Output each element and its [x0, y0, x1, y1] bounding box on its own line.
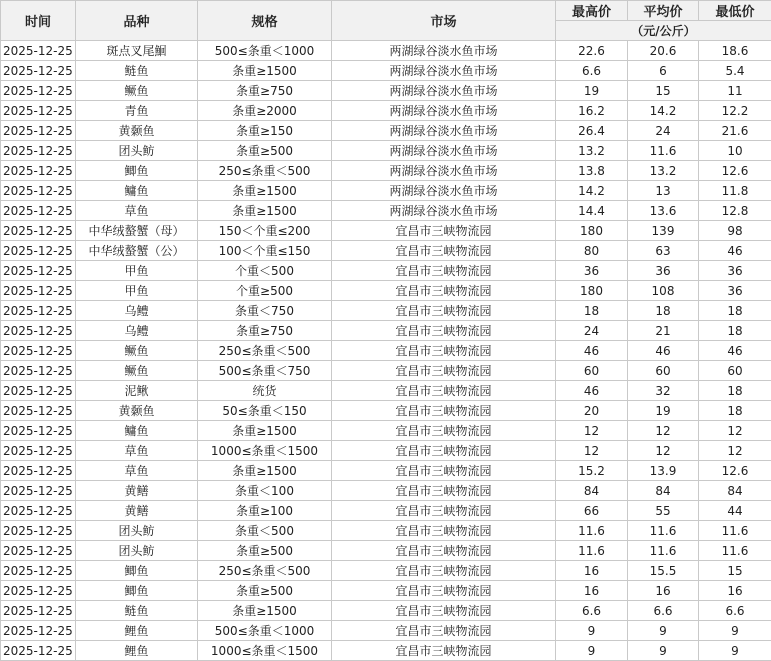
cell-spec: 条重≥2000 — [198, 101, 332, 121]
cell-max-price: 36 — [556, 261, 628, 281]
cell-market: 宜昌市三峡物流园 — [332, 221, 556, 241]
header-avg-price: 平均价 — [628, 1, 699, 21]
cell-avg-price: 13.9 — [628, 461, 699, 481]
cell-max-price: 24 — [556, 321, 628, 341]
cell-max-price: 66 — [556, 501, 628, 521]
cell-market: 宜昌市三峡物流园 — [332, 441, 556, 461]
cell-max-price: 13.2 — [556, 141, 628, 161]
cell-min-price: 11 — [699, 81, 771, 101]
cell-avg-price: 13.2 — [628, 161, 699, 181]
cell-market: 两湖绿谷淡水鱼市场 — [332, 161, 556, 181]
cell-variety: 草鱼 — [76, 201, 198, 221]
cell-market: 宜昌市三峡物流园 — [332, 421, 556, 441]
cell-avg-price: 36 — [628, 261, 699, 281]
cell-variety: 中华绒螯蟹（公） — [76, 241, 198, 261]
header-min-price: 最低价 — [699, 1, 771, 21]
cell-avg-price: 32 — [628, 381, 699, 401]
cell-min-price: 18 — [699, 401, 771, 421]
cell-variety: 黄鳝 — [76, 501, 198, 521]
table-row — [1, 121, 771, 141]
table-header — [1, 1, 771, 41]
cell-date: 2025-12-25 — [1, 581, 76, 601]
cell-date: 2025-12-25 — [1, 301, 76, 321]
table-row — [1, 281, 771, 301]
cell-avg-price: 15 — [628, 81, 699, 101]
cell-market: 两湖绿谷淡水鱼市场 — [332, 141, 556, 161]
cell-avg-price: 12 — [628, 421, 699, 441]
cell-avg-price: 13.6 — [628, 201, 699, 221]
cell-avg-price: 11.6 — [628, 541, 699, 561]
cell-variety: 鲫鱼 — [76, 161, 198, 181]
cell-market: 两湖绿谷淡水鱼市场 — [332, 101, 556, 121]
cell-spec: 100＜个重≤150 — [198, 241, 332, 261]
cell-market: 宜昌市三峡物流园 — [332, 241, 556, 261]
header-price-unit: （元/公斤） — [556, 21, 771, 41]
cell-avg-price: 55 — [628, 501, 699, 521]
table-row — [1, 301, 771, 321]
cell-variety: 草鱼 — [76, 461, 198, 481]
cell-avg-price: 46 — [628, 341, 699, 361]
cell-min-price: 18 — [699, 381, 771, 401]
cell-min-price: 12.6 — [699, 161, 771, 181]
cell-date: 2025-12-25 — [1, 501, 76, 521]
cell-min-price: 44 — [699, 501, 771, 521]
cell-spec: 条重≥1500 — [198, 61, 332, 81]
cell-variety: 鳜鱼 — [76, 361, 198, 381]
cell-avg-price: 14.2 — [628, 101, 699, 121]
cell-min-price: 12 — [699, 441, 771, 461]
table-row — [1, 461, 771, 481]
cell-spec: 条重≥1500 — [198, 601, 332, 621]
cell-avg-price: 60 — [628, 361, 699, 381]
cell-min-price: 6.6 — [699, 601, 771, 621]
cell-variety: 泥鳅 — [76, 381, 198, 401]
cell-max-price: 14.4 — [556, 201, 628, 221]
cell-max-price: 180 — [556, 281, 628, 301]
cell-date: 2025-12-25 — [1, 621, 76, 641]
cell-max-price: 60 — [556, 361, 628, 381]
table-row — [1, 41, 771, 61]
cell-date: 2025-12-25 — [1, 361, 76, 381]
cell-variety: 团头鲂 — [76, 541, 198, 561]
cell-max-price: 14.2 — [556, 181, 628, 201]
cell-variety: 甲鱼 — [76, 281, 198, 301]
cell-max-price: 16 — [556, 561, 628, 581]
cell-market: 宜昌市三峡物流园 — [332, 341, 556, 361]
cell-min-price: 36 — [699, 281, 771, 301]
cell-variety: 鲢鱼 — [76, 61, 198, 81]
cell-variety: 鲤鱼 — [76, 621, 198, 641]
cell-max-price: 80 — [556, 241, 628, 261]
cell-date: 2025-12-25 — [1, 121, 76, 141]
table-row — [1, 481, 771, 501]
cell-date: 2025-12-25 — [1, 261, 76, 281]
cell-max-price: 6.6 — [556, 601, 628, 621]
cell-avg-price: 24 — [628, 121, 699, 141]
cell-min-price: 10 — [699, 141, 771, 161]
cell-spec: 条重≥100 — [198, 501, 332, 521]
cell-date: 2025-12-25 — [1, 321, 76, 341]
cell-market: 两湖绿谷淡水鱼市场 — [332, 121, 556, 141]
cell-spec: 条重≥500 — [198, 141, 332, 161]
cell-date: 2025-12-25 — [1, 521, 76, 541]
cell-spec: 500≤条重＜1000 — [198, 621, 332, 641]
cell-avg-price: 139 — [628, 221, 699, 241]
cell-spec: 条重＜750 — [198, 301, 332, 321]
cell-max-price: 15.2 — [556, 461, 628, 481]
table-row — [1, 241, 771, 261]
cell-spec: 个重≥500 — [198, 281, 332, 301]
cell-min-price: 12.6 — [699, 461, 771, 481]
cell-avg-price: 18 — [628, 301, 699, 321]
cell-date: 2025-12-25 — [1, 561, 76, 581]
cell-max-price: 46 — [556, 381, 628, 401]
cell-spec: 个重＜500 — [198, 261, 332, 281]
cell-date: 2025-12-25 — [1, 241, 76, 261]
cell-max-price: 12 — [556, 421, 628, 441]
cell-min-price: 60 — [699, 361, 771, 381]
cell-min-price: 12 — [699, 421, 771, 441]
cell-spec: 条重≥750 — [198, 81, 332, 101]
cell-spec: 条重≥500 — [198, 581, 332, 601]
cell-spec: 条重≥500 — [198, 541, 332, 561]
cell-min-price: 98 — [699, 221, 771, 241]
cell-variety: 鲢鱼 — [76, 601, 198, 621]
cell-market: 宜昌市三峡物流园 — [332, 501, 556, 521]
header-spec: 规格 — [198, 1, 332, 41]
cell-market: 宜昌市三峡物流园 — [332, 401, 556, 421]
cell-min-price: 84 — [699, 481, 771, 501]
cell-min-price: 11.6 — [699, 541, 771, 561]
table-row — [1, 381, 771, 401]
cell-variety: 鳙鱼 — [76, 181, 198, 201]
cell-max-price: 18 — [556, 301, 628, 321]
cell-spec: 500≤条重＜1000 — [198, 41, 332, 61]
cell-spec: 条重≥1500 — [198, 461, 332, 481]
cell-variety: 鲫鱼 — [76, 581, 198, 601]
table-row — [1, 321, 771, 341]
header-variety: 品种 — [76, 1, 198, 41]
cell-spec: 条重≥1500 — [198, 421, 332, 441]
cell-market: 宜昌市三峡物流园 — [332, 281, 556, 301]
cell-market: 宜昌市三峡物流园 — [332, 521, 556, 541]
table-body — [1, 41, 771, 661]
cell-variety: 青鱼 — [76, 101, 198, 121]
cell-market: 宜昌市三峡物流园 — [332, 361, 556, 381]
cell-variety: 斑点叉尾鮰 — [76, 41, 198, 61]
cell-max-price: 9 — [556, 641, 628, 661]
table-row — [1, 541, 771, 561]
cell-date: 2025-12-25 — [1, 181, 76, 201]
cell-avg-price: 13 — [628, 181, 699, 201]
cell-avg-price: 6.6 — [628, 601, 699, 621]
cell-spec: 条重≥750 — [198, 321, 332, 341]
cell-variety: 鳙鱼 — [76, 421, 198, 441]
cell-variety: 乌鳢 — [76, 301, 198, 321]
cell-spec: 条重＜100 — [198, 481, 332, 501]
cell-min-price: 36 — [699, 261, 771, 281]
cell-date: 2025-12-25 — [1, 81, 76, 101]
cell-spec: 条重≥150 — [198, 121, 332, 141]
cell-avg-price: 11.6 — [628, 141, 699, 161]
cell-spec: 条重≥1500 — [198, 201, 332, 221]
cell-min-price: 46 — [699, 241, 771, 261]
cell-variety: 甲鱼 — [76, 261, 198, 281]
table-row — [1, 61, 771, 81]
cell-market: 宜昌市三峡物流园 — [332, 261, 556, 281]
cell-max-price: 11.6 — [556, 541, 628, 561]
cell-variety: 团头鲂 — [76, 521, 198, 541]
cell-variety: 团头鲂 — [76, 141, 198, 161]
table-row — [1, 441, 771, 461]
cell-date: 2025-12-25 — [1, 161, 76, 181]
cell-min-price: 5.4 — [699, 61, 771, 81]
cell-max-price: 46 — [556, 341, 628, 361]
cell-min-price: 12.8 — [699, 201, 771, 221]
cell-avg-price: 9 — [628, 621, 699, 641]
cell-date: 2025-12-25 — [1, 441, 76, 461]
cell-max-price: 16.2 — [556, 101, 628, 121]
cell-spec: 条重＜500 — [198, 521, 332, 541]
cell-market: 宜昌市三峡物流园 — [332, 561, 556, 581]
cell-date: 2025-12-25 — [1, 381, 76, 401]
cell-market: 宜昌市三峡物流园 — [332, 481, 556, 501]
cell-max-price: 11.6 — [556, 521, 628, 541]
cell-avg-price: 20.6 — [628, 41, 699, 61]
cell-max-price: 16 — [556, 581, 628, 601]
table-row — [1, 501, 771, 521]
cell-avg-price: 16 — [628, 581, 699, 601]
cell-spec: 250≤条重＜500 — [198, 561, 332, 581]
cell-spec: 250≤条重＜500 — [198, 161, 332, 181]
cell-spec: 500≤条重＜750 — [198, 361, 332, 381]
table-row — [1, 261, 771, 281]
table-row — [1, 521, 771, 541]
cell-variety: 中华绒螯蟹（母） — [76, 221, 198, 241]
cell-date: 2025-12-25 — [1, 541, 76, 561]
table-row — [1, 361, 771, 381]
cell-max-price: 19 — [556, 81, 628, 101]
cell-variety: 黄颡鱼 — [76, 121, 198, 141]
cell-avg-price: 15.5 — [628, 561, 699, 581]
cell-variety: 鲫鱼 — [76, 561, 198, 581]
cell-avg-price: 9 — [628, 641, 699, 661]
cell-market: 宜昌市三峡物流园 — [332, 321, 556, 341]
table-row — [1, 581, 771, 601]
header-date: 时间 — [1, 1, 76, 41]
cell-min-price: 15 — [699, 561, 771, 581]
cell-date: 2025-12-25 — [1, 281, 76, 301]
cell-max-price: 84 — [556, 481, 628, 501]
cell-market: 两湖绿谷淡水鱼市场 — [332, 181, 556, 201]
cell-avg-price: 6 — [628, 61, 699, 81]
table-row — [1, 101, 771, 121]
cell-date: 2025-12-25 — [1, 101, 76, 121]
cell-min-price: 46 — [699, 341, 771, 361]
cell-date: 2025-12-25 — [1, 461, 76, 481]
cell-variety: 鳜鱼 — [76, 81, 198, 101]
cell-max-price: 20 — [556, 401, 628, 421]
cell-market: 两湖绿谷淡水鱼市场 — [332, 81, 556, 101]
table-row — [1, 141, 771, 161]
table-row — [1, 221, 771, 241]
cell-max-price: 9 — [556, 621, 628, 641]
table-row — [1, 201, 771, 221]
table-row — [1, 161, 771, 181]
cell-date: 2025-12-25 — [1, 421, 76, 441]
cell-spec: 250≤条重＜500 — [198, 341, 332, 361]
cell-variety: 乌鳢 — [76, 321, 198, 341]
cell-market: 宜昌市三峡物流园 — [332, 601, 556, 621]
cell-market: 宜昌市三峡物流园 — [332, 621, 556, 641]
cell-spec: 1000≤条重＜1500 — [198, 441, 332, 461]
cell-date: 2025-12-25 — [1, 61, 76, 81]
cell-market: 宜昌市三峡物流园 — [332, 461, 556, 481]
table-row — [1, 621, 771, 641]
cell-date: 2025-12-25 — [1, 601, 76, 621]
cell-spec: 统货 — [198, 381, 332, 401]
table-row — [1, 181, 771, 201]
table-row — [1, 421, 771, 441]
cell-min-price: 21.6 — [699, 121, 771, 141]
cell-min-price: 9 — [699, 641, 771, 661]
cell-variety: 黄鳝 — [76, 481, 198, 501]
table-row — [1, 401, 771, 421]
cell-date: 2025-12-25 — [1, 221, 76, 241]
cell-min-price: 16 — [699, 581, 771, 601]
header-market: 市场 — [332, 1, 556, 41]
cell-max-price: 26.4 — [556, 121, 628, 141]
table-row — [1, 341, 771, 361]
header-max-price: 最高价 — [556, 1, 628, 21]
cell-market: 两湖绿谷淡水鱼市场 — [332, 61, 556, 81]
cell-date: 2025-12-25 — [1, 41, 76, 61]
cell-min-price: 12.2 — [699, 101, 771, 121]
cell-market: 宜昌市三峡物流园 — [332, 381, 556, 401]
cell-market: 宜昌市三峡物流园 — [332, 301, 556, 321]
table-row — [1, 81, 771, 101]
cell-date: 2025-12-25 — [1, 641, 76, 661]
cell-market: 两湖绿谷淡水鱼市场 — [332, 41, 556, 61]
cell-spec: 50≤条重＜150 — [198, 401, 332, 421]
cell-market: 宜昌市三峡物流园 — [332, 641, 556, 661]
cell-min-price: 18 — [699, 301, 771, 321]
cell-spec: 条重≥1500 — [198, 181, 332, 201]
cell-min-price: 11.8 — [699, 181, 771, 201]
cell-variety: 鲤鱼 — [76, 641, 198, 661]
cell-date: 2025-12-25 — [1, 141, 76, 161]
cell-avg-price: 63 — [628, 241, 699, 261]
cell-spec: 150＜个重≤200 — [198, 221, 332, 241]
cell-min-price: 18.6 — [699, 41, 771, 61]
cell-max-price: 22.6 — [556, 41, 628, 61]
table-row — [1, 601, 771, 621]
cell-variety: 草鱼 — [76, 441, 198, 461]
cell-avg-price: 12 — [628, 441, 699, 461]
cell-variety: 鳜鱼 — [76, 341, 198, 361]
cell-min-price: 9 — [699, 621, 771, 641]
cell-date: 2025-12-25 — [1, 401, 76, 421]
cell-spec: 1000≤条重＜1500 — [198, 641, 332, 661]
cell-date: 2025-12-25 — [1, 481, 76, 501]
cell-avg-price: 11.6 — [628, 521, 699, 541]
cell-avg-price: 21 — [628, 321, 699, 341]
cell-min-price: 18 — [699, 321, 771, 341]
cell-min-price: 11.6 — [699, 521, 771, 541]
cell-max-price: 12 — [556, 441, 628, 461]
table-row — [1, 561, 771, 581]
cell-market: 宜昌市三峡物流园 — [332, 581, 556, 601]
table-row — [1, 641, 771, 661]
cell-max-price: 6.6 — [556, 61, 628, 81]
cell-avg-price: 19 — [628, 401, 699, 421]
cell-market: 两湖绿谷淡水鱼市场 — [332, 201, 556, 221]
cell-variety: 黄颡鱼 — [76, 401, 198, 421]
cell-max-price: 180 — [556, 221, 628, 241]
cell-max-price: 13.8 — [556, 161, 628, 181]
cell-date: 2025-12-25 — [1, 201, 76, 221]
cell-avg-price: 108 — [628, 281, 699, 301]
cell-avg-price: 84 — [628, 481, 699, 501]
cell-market: 宜昌市三峡物流园 — [332, 541, 556, 561]
cell-date: 2025-12-25 — [1, 341, 76, 361]
